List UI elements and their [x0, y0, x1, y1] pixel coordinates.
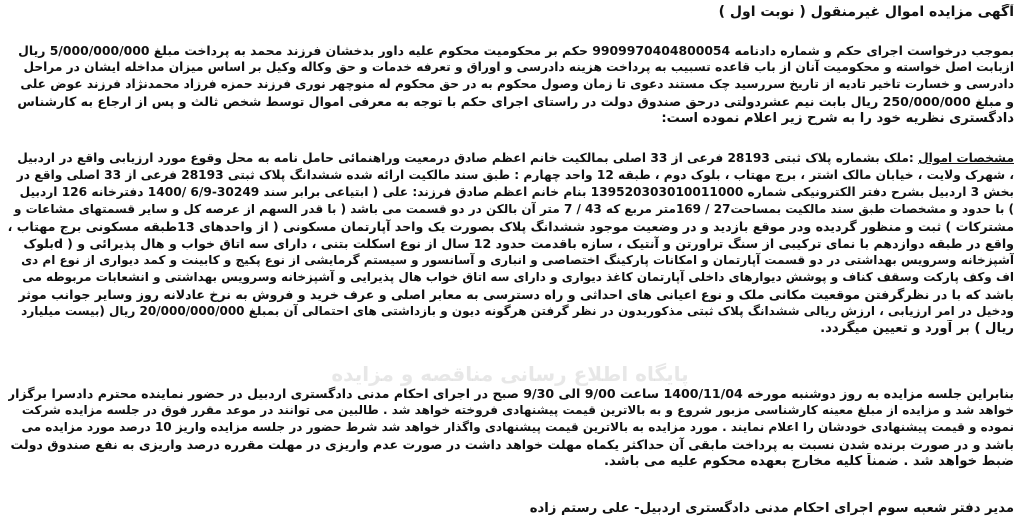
paragraph3-line-4: باشد و در صورت برنده شدن نسبت به پرداخت مابقی آن حداکثر یکماه مهلت خواهد داشت در صورت عدم واریزی در مهلت مقرره درصد واریزی به نفع صندوق دولت — [10, 437, 1014, 452]
spec-heading: مشخصات اموال — [918, 151, 1014, 165]
paragraph2-line-3: بخش 3 اردبیل بشرح دفتر الکترونیکی شماره 139520303010011000 بنام خانم اعظم صادق فرزند: علی ( ابتیاعی برابر سند 30249-6/9 /1400 دفترخانه 126 اردبیل — [19, 185, 1014, 199]
paragraph2-line-1 — [8, 150, 1014, 167]
watermark: پایگاه اطلاع رسانی مناقصه و مزایده — [331, 362, 689, 386]
notice-title: آگهی مزایده اموال غیرمنقول ( نوبت اول ) — [718, 4, 1014, 20]
paragraph1-line-3: دادرسی و خسارت تاخیر تادیه از تاریخ سررسید چک مستند دعوی تا زمان وصول محکوم به در حق محکوم له منوچهر نوری فرزند حمزه فرزاد محمدنژاد فرزند عوض علی — [20, 77, 1014, 91]
paragraph2-line-2: ، شهرک ولایت ، خیابان مالک اشتر ، برج مهتاب ، بلوک دوم ، طبقه 12 واحد چهارم : طبق سند مالکیت ارائه شده ششدانگ پلاک ثبتی 28193 فرعی از 33 اصلی واقع در — [16, 168, 1014, 182]
paragraph3-line-5: ضبط خواهد شد . ضمناً کلیه مخارج بعهده محکوم علیه می باشد. — [603, 454, 1014, 469]
paragraph2-first-text: :ملک بشماره پلاک ثبتی 28193 فرعی از 33 اصلی بمالکیت خانم اعظم صادق درمعیت وراهنمائی حامل نامه به محل وقوع مورد ارزیابی واقع در اردبیل — [17, 151, 914, 165]
signature-footer: مدیر دفتر شعبه سوم اجرای احکام مدنی دادگستری اردبیل- علی رستم زاده — [529, 501, 1014, 516]
paragraph2-line-7: آشپزخانه وسرویس بهداشتی در دو قسمت آپارتمان و امکانات پارکینگ اختصاصی و انباری و آسانسور و سیستم گرمایشی از نوع پکیج و کابینت و کمد دیواری از نوع ام دی — [21, 253, 1014, 267]
paragraph1-line-2: ازبابت اصل خواسته و محکومیت آنان از باب قاعده تسبیب به پرداخت هزینه دادرسی و اوراق و تعرفه خدمات و حق وکاله وکیل بر اساس میزان مداخله ایشان در مراحل — [23, 60, 1014, 74]
paragraph2-line-9: باشد که با در نظرگرفتن موقعیت مکانی ملک و نوع اعیانی های احداثی و راه دسترسی به معابر اصلی و عرف خرید و فروش به نرخ عادلانه روز وسایر جوانب موثر — [18, 287, 1014, 302]
paragraph3-line-3: نموده و قیمت پیشنهادی خودشان را اعلام نمایند . مورد مزایده به بالاترین قیمت پیشنهادی واگذار خواهد شد شرط حضور در جلسه مزایده واریز 10 درصد مورد مزایده می — [21, 420, 1014, 434]
paragraph1-line-5: دادگستری نظریه خود را به شرح زیر اعلام نموده است: — [661, 111, 1014, 126]
paragraph2-line-11: ریال ) بر آورد و تعیین میگردد. — [820, 321, 1014, 336]
paragraph3-line-1: بنابراین جلسه مزایده به روز دوشنبه مورخه 1400/11/04 ساعت 9/00 الی 9/30 صبح در اجرای احکام مدنی دادگستری اردبیل در حضور نماینده محترم دادسرا برگزار — [8, 386, 1014, 401]
paragraph1-line-4: و مبلغ 250/000/000 ریال بابت نیم عشردولتی درحق صندوق دولت در راستای اجرای حکم با توجه به معرفی اموال توسط شخص ثالث و پس از ارجاع به کارشناس — [17, 94, 1014, 109]
paragraph2-line-4: ) با حدود و مشخصات طبق سند مالکیت بمساحت27 / 169متر مربع که 43 / 7 متر آن بالکن در دو قسمت می باشد ( با قدر السهم از عرصه کل و سایر قسمتهای مشاعات و — [13, 202, 1014, 216]
paragraph2-line-5: مشترکات ) ثبت و منظور گردیده ودر موقع بازدید و در وضعیت موجود ششدانگ پلاک بصورت یک واحد آپارتمان مسکونی ( از واحدهای 13طبقه مسکونی برج مهتاب ، — [8, 219, 1014, 234]
paragraph1-line-1: بموجب درخواست اجرای حکم و شماره دادنامه 9909970404800054 حکم بر محکومیت محکوم علیه داور بدخشان فرزند محمد به پرداخت مبلغ 5/000/000/000 ریال — [18, 43, 1014, 58]
paragraph2-line-6: واقع در طبقه دوازدهم با نمای ترکیبی از سنگ تراورتن و آنتیک ، سازه باقدمت حدود 12 سال از نوع اسکلت بتنی ، دارای سه اتاق خواب و هال پذیرائی و ( dبلوک — [23, 236, 1014, 251]
paragraph3-line-2: خواهد شد و مزایده از مبلغ معینه کارشناسی مزبور شروع و به بالاترین قیمت پیشنهادی فروخته خواهد شد . طالبین می توانند در موعد مقرر فوق در جلسه مزایده شرکت — [21, 403, 1014, 417]
paragraph2-line-10: ودخیل در امر ارزیابی ، ارزش ریالی ششدانگ پلاک ثبتی مذکوربدون در نظر گرفتن هرگونه دیون و بازداشتی های احتمالی آن بمبلغ 20/000/000/000 ریال (بیست میلیارد — [21, 304, 1014, 318]
paragraph2-line-8: اف وکف پارکت وسقف کناف و پوشش دیوارهای داخلی آپارتمان کاغذ دیواری و دارای سه اتاق خواب هال پذیرایی و آشپزخانه وسرویس بهداشتی و انشعابات مربوطه می — [22, 270, 1014, 284]
